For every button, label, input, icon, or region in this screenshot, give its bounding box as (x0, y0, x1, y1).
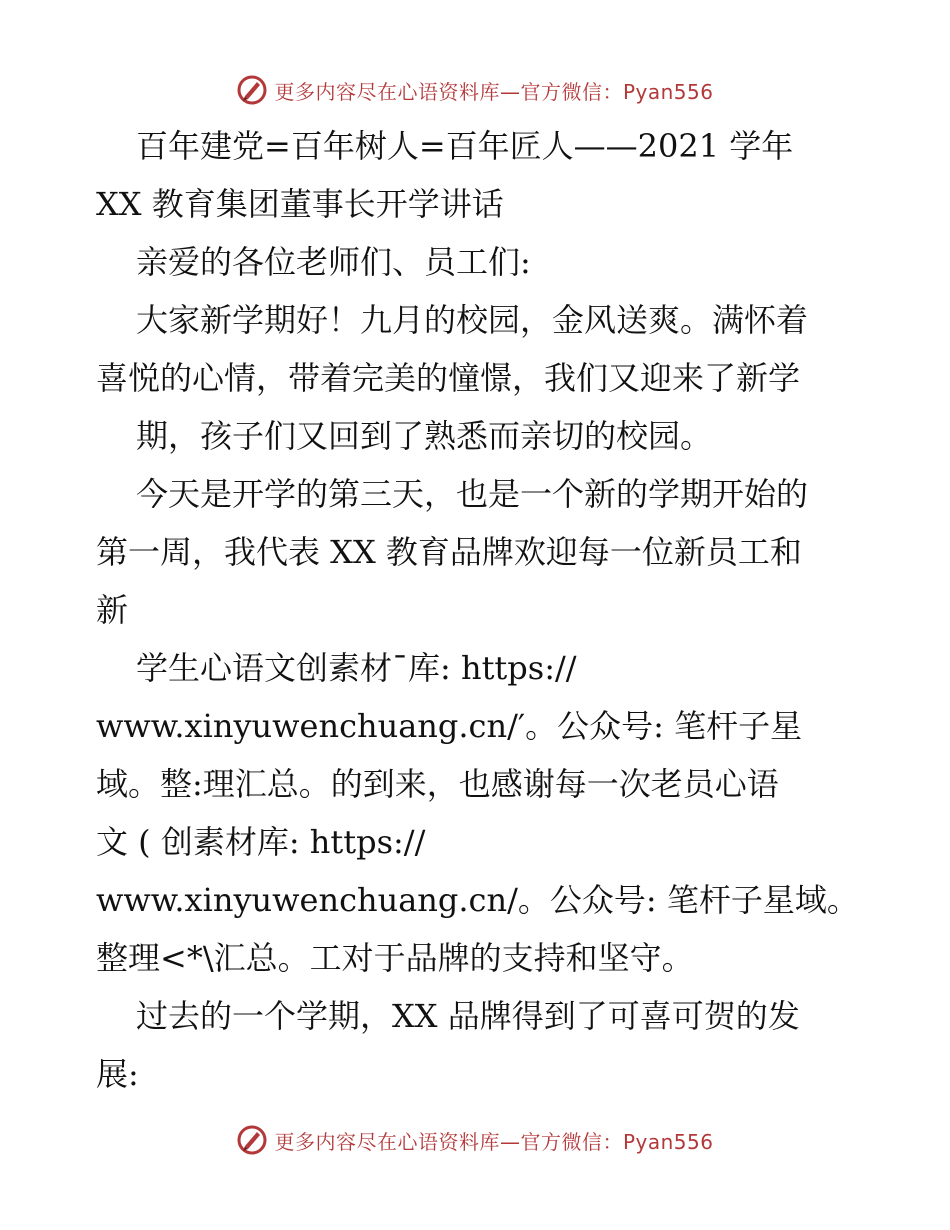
paragraph-4-line-2: 展: (96, 1055, 139, 1093)
pen-circle-logo-icon (236, 74, 268, 106)
paragraph-3-line-4: 文 ( 创素材库: https:// (96, 823, 426, 861)
paragraph-3-line-5: www.xinyuwenchuang.cn/。公众号: 笔杆子星域。 (96, 881, 859, 919)
paragraph-3-line-3: 域。整:理汇总。的到来，也感谢每一次老员心语 (96, 765, 779, 803)
footer-watermark (0, 1122, 950, 1158)
header-watermark-text: 更多内容尽在心语资料库—官方微信：Pyan556 (274, 79, 714, 104)
paragraph-1-line-3: 期，孩子们又回到了熟悉而亲切的校园。 (136, 417, 713, 455)
paragraph-1-line-2: 喜悦的心情，带着完美的憧憬，我们又迎来了新学 (96, 359, 801, 397)
paragraph-3-line-2: www.xinyuwenchuang.cn/′。公众号: 笔杆子星 (96, 707, 803, 745)
paragraph-2-line-2: 第一周，我代表 XX 教育品牌欢迎每一位新员工和 (96, 533, 802, 571)
paragraph-4-line-1: 过去的一个学期，XX 品牌得到了可喜可贺的发 (136, 997, 800, 1035)
paragraph-1-line-1: 大家新学期好！九月的校园，金风送爽。满怀着 (136, 301, 809, 339)
paragraph-2-line-1: 今天是开学的第三天，也是一个新的学期开始的 (136, 475, 809, 513)
salutation: 亲爱的各位老师们、员工们: (136, 243, 531, 281)
footer-watermark-text: 更多内容尽在心语资料库—官方微信：Pyan556 (274, 1129, 714, 1154)
header-watermark (0, 72, 950, 108)
title-line-1: 百年建党=百年树人=百年匠人——2021 学年 (136, 127, 794, 165)
pen-circle-logo-icon (236, 1124, 268, 1156)
paragraph-2-line-3: 新 (96, 591, 129, 629)
paragraph-3-line-6: 整理<*\汇总。工对于品牌的支持和坚守。 (96, 939, 694, 977)
title-line-2: XX 教育集团董事长开学讲话 (96, 185, 504, 223)
paragraph-3-line-1: 学生心语文创素材¯库: https:// (136, 649, 577, 687)
